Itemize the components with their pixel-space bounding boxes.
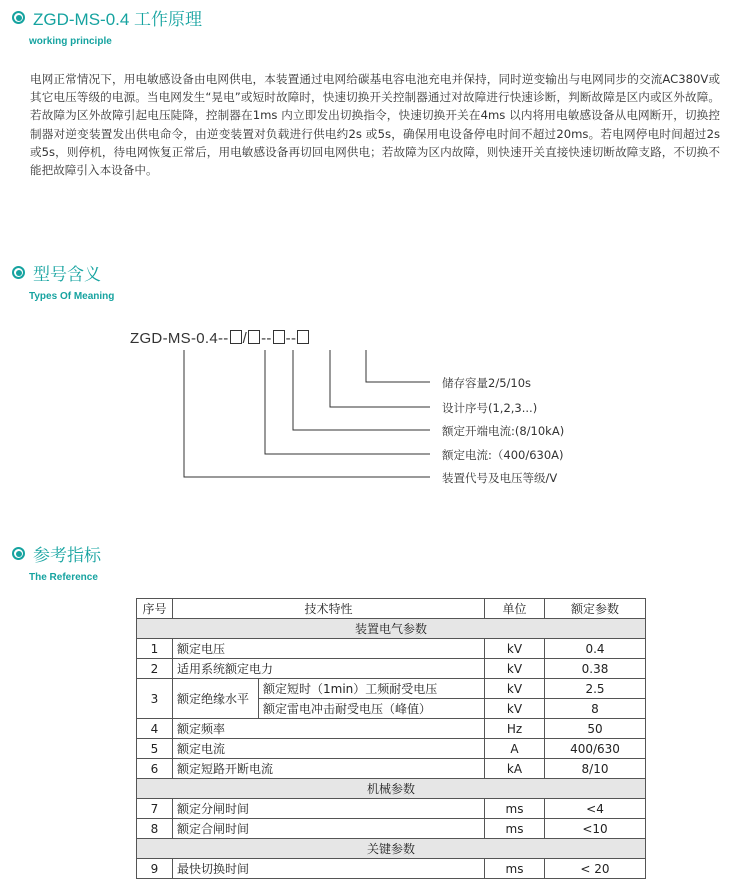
label-device-code: 装置代号及电压等级/V [442,471,558,485]
leader-line [184,350,430,477]
table-row: 3 额定绝缘水平 额定短时（1min）工频耐受电压 kV 2.5 [137,679,646,699]
table-row: 2 适用系统额定电力 kV 0.38 [137,659,646,679]
table-row: 9 最快切换时间 ms < 20 [137,859,646,879]
leader-line [330,350,430,407]
bullet-icon [12,547,25,560]
label-rated-current: 额定电流:（400/630A) [442,448,564,462]
model-code: ZGD-MS-0.4-- / -- -- [130,330,310,347]
table-row: 4 额定频率 Hz 50 [137,719,646,739]
principle-title: ZGD-MS-0.4 工作原理 [33,10,203,29]
header-no: 序号 [137,599,173,619]
model-diagram [0,320,750,500]
group-row: 关键参数 [137,839,646,859]
table-row: 6 额定短路开断电流 kA 8/10 [137,759,646,779]
table-row: 5 额定电流 A 400/630 [137,739,646,759]
types-subtitle: Types Of Meaning [29,291,115,302]
reference-section [12,541,101,583]
table-row: 8 额定合闸时间 ms <10 [137,819,646,839]
label-design-no: 设计序号(1,2,3...) [442,401,538,415]
group-row: 机械参数 [137,779,646,799]
types-title: 型号含义 [33,265,101,284]
label-storage: 储存容量2/5/10s [442,376,532,390]
header-feature: 技术特性 [173,599,485,619]
principle-section [12,5,202,47]
model-code-prefix: ZGD-MS-0.4 [130,330,219,347]
diagram-lines [0,320,750,500]
bullet-icon [12,11,25,24]
table-header [137,599,646,619]
header-unit: 单位 [485,599,545,619]
principle-text: 电网正常情况下，用电敏感设备由电网供电，本装置通过电网给碳基电容电池充电并保持，同时逆变输出与电网同步的交流AC380V或其它电压等级的电源。当电网发生“晃电”或短时故障时，快速切换开关控制器通过对故障进行快速诊断，判断故障是区内或区外故障。若故障为区外故障引起电压陡降，控制器在1ms 内立即发出切换指令，快速切换开关在4ms 以内将用电敏感设备从电网断开，切换控制器对逆变装置发出供电命令，由逆变装置对负载进行供电约2s 或5s，确保用电设备停电时间不超过20ms。若电网停电时间超过2s 或5s，则停机，待电网恢复正常后，用电敏感设备再切回电网供电；若故障为区内故障，则快速开关直接快速切断故障支路，不切换不能把故障引入本设备中。 [30,72,720,178]
leader-line [293,350,430,430]
group-row: 装置电气参数 [137,619,646,639]
reference-table [136,598,646,879]
table-row: 7 额定分闸时间 ms <4 [137,799,646,819]
types-section [12,260,114,302]
table-row: 1 额定电压 kV 0.4 [137,639,646,659]
reference-subtitle: The Reference [29,572,98,583]
reference-title: 参考指标 [33,546,101,565]
label-breaking-current: 额定开端电流:(8/10kA) [442,424,565,438]
principle-subtitle: working principle [29,36,112,47]
bullet-icon [12,266,25,279]
table-row: 额定雷电冲击耐受电压（峰值） kV 8 [137,699,646,719]
header-value: 额定参数 [545,599,646,619]
leader-line [366,350,430,382]
leader-line [265,350,430,454]
